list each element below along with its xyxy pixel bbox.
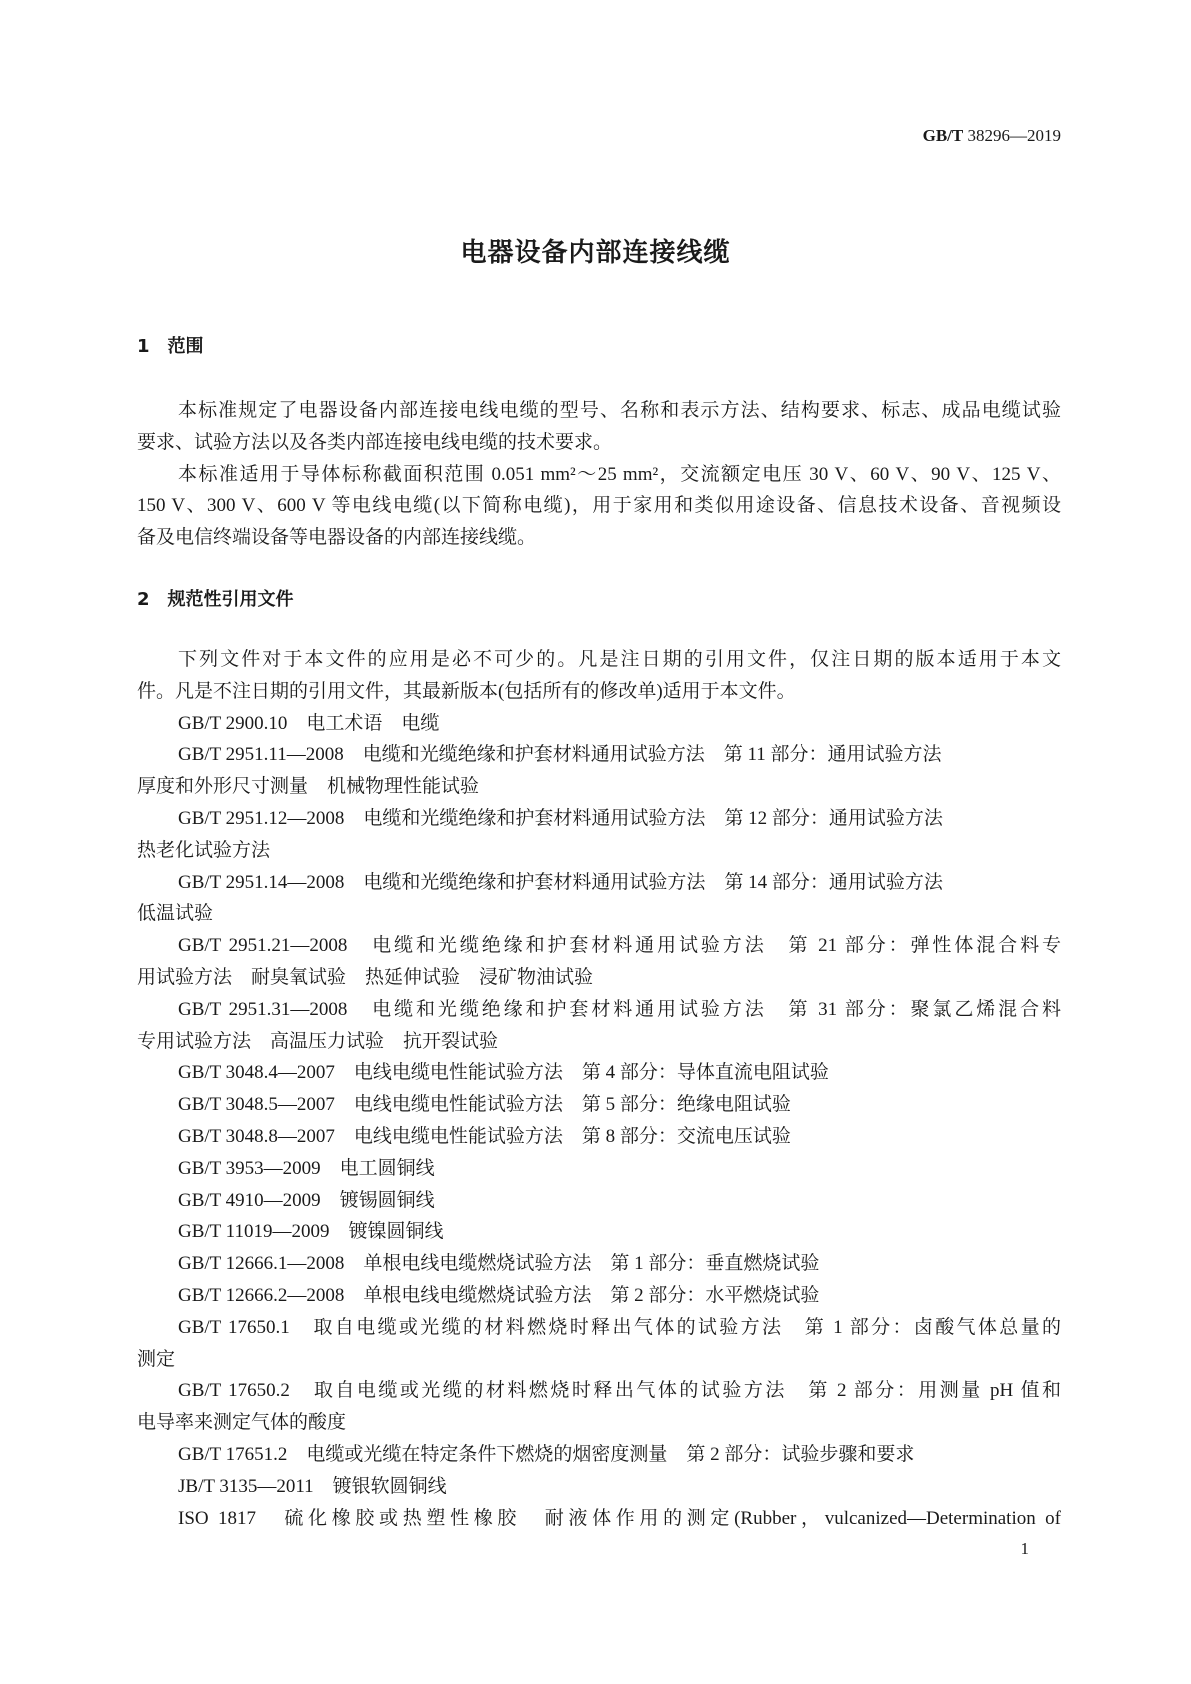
- section1-text-line: 本标准适用于导体标称截面积范围 0.051 mm²～25 mm²，交流额定电压 30 V、60 V、90 V、125 V、: [178, 463, 1061, 485]
- standard-code: [923, 126, 1061, 146]
- page-number: 1: [1020, 1539, 1029, 1559]
- section2-text-line: GB/T 17650.1 取自电缆或光缆的材料燃烧时释出气体的试验方法 第 1 部分：卤酸气体总量的: [178, 1316, 1061, 1338]
- section1-text-line: 备及电信终端设备等电器设备的内部连接线缆。: [137, 527, 537, 549]
- section2-text-line: GB/T 2900.10 电工术语 电缆: [178, 712, 440, 734]
- section-1-heading: 1 范围: [137, 336, 204, 357]
- section2-text-line: GB/T 17651.2 电缆或光缆在特定条件下燃烧的烟密度测量 第 2 部分：试验步骤和要求: [178, 1443, 915, 1465]
- section2-text-line: GB/T 11019—2009 镀镍圆铜线: [178, 1221, 444, 1243]
- section2-text-line: 低温试验: [137, 903, 214, 925]
- section2-text-line: 下列文件对于本文件的应用是必不可少的。凡是注日期的引用文件，仅注日期的版本适用于本文: [178, 648, 1061, 670]
- section2-text-line: JB/T 3135—2011 镀银软圆铜线: [178, 1475, 447, 1497]
- section2-text-line: 件。凡是不注日期的引用文件，其最新版本(包括所有的修改单)适用于本文件。: [137, 680, 796, 702]
- document-body: [137, 335, 1061, 1560]
- section-2-heading: 2 规范性引用文件: [137, 588, 294, 610]
- section2-text-line: GB/T 3048.8—2007 电线电缆电性能试验方法 第 8 部分：交流电压试验: [178, 1125, 791, 1147]
- section2-text-line: GB/T 17650.2 取自电缆或光缆的材料燃烧时释出气体的试验方法 第 2 部分：用测量 pH 值和: [178, 1380, 1061, 1402]
- section1-text-line: 150 V、300 V、600 V 等电线电缆(以下简称电缆)，用于家用和类似用途设备、信息技术设备、音视频设: [137, 495, 1061, 517]
- section2-text-line: 电导率来测定气体的酸度: [137, 1412, 347, 1434]
- section2-text-line: 专用试验方法 高温压力试验 抗开裂试验: [137, 1030, 499, 1052]
- section2-text-line: GB/T 2951.11—2008 电缆和光缆绝缘和护套材料通用试验方法 第 11 部分：通用试验方法: [178, 744, 942, 766]
- section2-text-line: GB/T 2951.21—2008 电缆和光缆绝缘和护套材料通用试验方法 第 21 部分：弹性体混合料专: [178, 935, 1061, 957]
- section2-text-line: 测定: [137, 1348, 176, 1370]
- document-title: 电器设备内部连接线缆: [460, 238, 731, 268]
- standard-code-prefix: GB/T: [922, 126, 964, 145]
- section2-text-line: 用试验方法 耐臭氧试验 热延伸试验 浸矿物油试验: [137, 966, 594, 988]
- section2-text-line: GB/T 2951.31—2008 电缆和光缆绝缘和护套材料通用试验方法 第 31 部分：聚氯乙烯混合料: [178, 998, 1061, 1020]
- section2-text-line: GB/T 3048.4—2007 电线电缆电性能试验方法 第 4 部分：导体直流电阻试验: [178, 1062, 829, 1084]
- section2-text-line: GB/T 12666.1—2008 单根电线电缆燃烧试验方法 第 1 部分：垂直燃烧试验: [178, 1253, 820, 1275]
- section1-text-line: 本标准规定了电器设备内部连接电线电缆的型号、名称和表示方法、结构要求、标志、成品电缆试验: [178, 400, 1061, 421]
- section2-text-line: GB/T 12666.2—2008 单根电线电缆燃烧试验方法 第 2 部分：水平燃烧试验: [178, 1284, 820, 1306]
- standard-code-number: 38296—2019: [963, 126, 1061, 145]
- section-1-body: [137, 395, 1061, 554]
- section2-text-line: GB/T 4910—2009 镀锡圆铜线: [178, 1189, 435, 1211]
- section2-text-line: 厚度和外形尺寸测量 机械物理性能试验: [137, 776, 480, 798]
- section1-text-line: 要求、试验方法以及各类内部连接电线电缆的技术要求。: [137, 431, 613, 453]
- section2-text-line: 热老化试验方法: [137, 839, 271, 861]
- section2-text-line: GB/T 2951.12—2008 电缆和光缆绝缘和护套材料通用试验方法 第 12 部分：通用试验方法: [178, 807, 943, 829]
- section2-text-line: GB/T 2951.14—2008 电缆和光缆绝缘和护套材料通用试验方法 第 14 部分：通用试验方法: [178, 871, 943, 893]
- section2-text-line: GB/T 3953—2009 电工圆铜线: [178, 1157, 435, 1179]
- section-2-body: [137, 644, 1061, 1534]
- section2-text-line: ISO 1817 硫化橡胶或热塑性橡胶 耐液体作用的测定(Rubber，vulcanized—Determination of: [178, 1507, 1061, 1529]
- section2-text-line: GB/T 3048.5—2007 电线电缆电性能试验方法 第 5 部分：绝缘电阻试验: [178, 1094, 791, 1116]
